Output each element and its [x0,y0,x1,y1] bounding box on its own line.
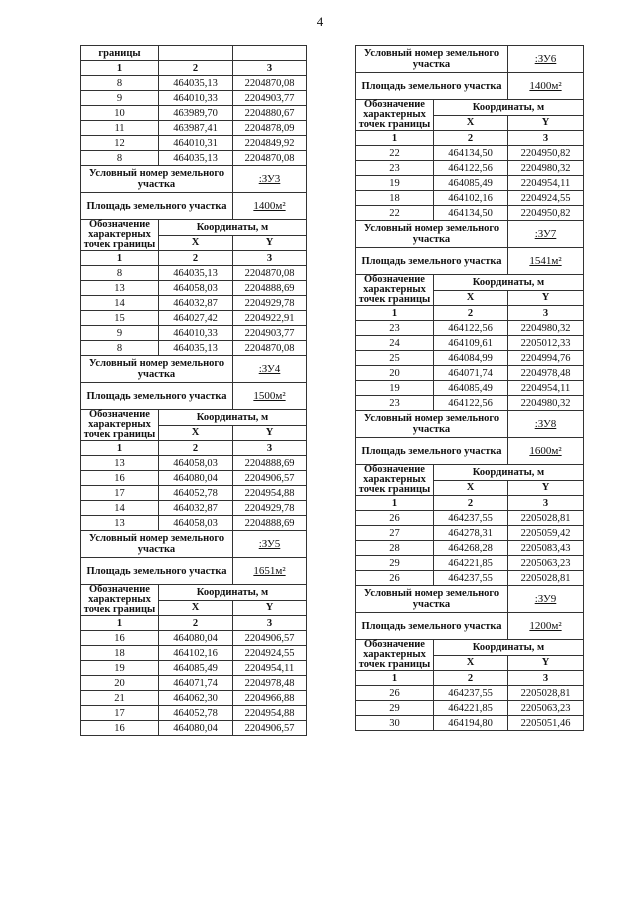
x-coordinate: 464194,80 [434,716,508,731]
y-coordinate: 2204878,09 [233,121,307,136]
coordinate-row [81,676,307,691]
coordinates-header: Координаты, м [434,100,584,116]
column-number-1: 1 [81,441,159,456]
point-number: 14 [81,296,159,311]
coordinate-row [356,526,584,541]
column-number-3: 3 [233,61,307,76]
parcel-area-value: 1541м² [508,248,584,275]
column-number-row [81,441,307,456]
coordinate-row [356,686,584,701]
point-number: 29 [356,556,434,571]
x-coordinate: 464027,42 [159,311,233,326]
column-number-1: 1 [356,671,434,686]
column-number-3: 3 [233,616,307,631]
x-coordinate: 464122,56 [434,161,508,176]
x-coordinate: 464237,55 [434,571,508,586]
x-coordinate: 464102,16 [159,646,233,661]
y-coordinate: 2205028,81 [508,511,584,526]
parcel-number-label: Условный номер земельного участка [81,531,233,558]
x-coordinate: 464052,78 [159,486,233,501]
x-coordinate: 464134,50 [434,146,508,161]
point-designation-header: Обозначение характерных точек границы [356,465,434,496]
x-coordinate: 464080,04 [159,721,233,736]
y-coordinate: 2204880,67 [233,106,307,121]
y-coordinate: 2204994,76 [508,351,584,366]
x-coordinate: 464109,61 [434,336,508,351]
coordinates-header-row [356,275,584,291]
column-number-1: 1 [356,131,434,146]
point-number: 19 [356,176,434,191]
column-number-2: 2 [434,131,508,146]
y-coordinate: 2205063,23 [508,556,584,571]
x-coordinate: 464062,30 [159,691,233,706]
x-coordinate: 464080,04 [159,471,233,486]
y-coordinate: 2204954,88 [233,486,307,501]
y-coordinate: 2204870,08 [233,76,307,91]
parcel-area-row [81,558,307,585]
parcel-area-row [356,248,584,275]
point-number: 26 [356,571,434,586]
y-coordinate: 2204924,55 [233,646,307,661]
y-coordinate: 2205012,33 [508,336,584,351]
x-header: X [434,290,508,306]
column-number-3: 3 [508,306,584,321]
coordinate-row [81,91,307,106]
y-coordinate: 2204929,78 [233,296,307,311]
coordinate-row [81,76,307,91]
x-coordinate: 464237,55 [434,686,508,701]
parcel-area-value: 1600м² [508,438,584,465]
point-number: 14 [81,501,159,516]
x-coordinate: 463989,70 [159,106,233,121]
x-coordinate: 464084,99 [434,351,508,366]
coordinate-row [81,646,307,661]
empty-cell [159,46,233,61]
coordinate-row [356,176,584,191]
coordinate-row [81,501,307,516]
y-coordinate: 2204980,32 [508,161,584,176]
coordinate-row [81,326,307,341]
parcel-number-label: Условный номер земельного участка [356,221,508,248]
point-number: 20 [356,366,434,381]
y-coordinate: 2204888,69 [233,456,307,471]
y-header: Y [233,425,307,441]
column-number-row [81,61,307,76]
x-coordinate: 464010,33 [159,326,233,341]
coordinates-header: Координаты, м [434,275,584,291]
x-coordinate: 464278,31 [434,526,508,541]
x-header: X [159,600,233,616]
y-coordinate: 2205051,46 [508,716,584,731]
coordinate-row [81,456,307,471]
x-coordinate: 464221,85 [434,701,508,716]
coordinates-header: Координаты, м [159,585,307,601]
y-header: Y [233,600,307,616]
x-coordinate: 464052,78 [159,706,233,721]
parcel-area-value: 1400м² [508,73,584,100]
y-coordinate: 2204870,08 [233,266,307,281]
coordinates-header: Координаты, м [434,465,584,481]
y-header: Y [508,115,584,131]
y-header: Y [508,655,584,671]
y-coordinate: 2204870,08 [233,341,307,356]
x-coordinate: 464058,03 [159,516,233,531]
y-coordinate: 2204980,32 [508,396,584,411]
column-number-1: 1 [81,251,159,266]
column-number-2: 2 [434,496,508,511]
point-number: 12 [81,136,159,151]
column-number-row [81,251,307,266]
point-number: 30 [356,716,434,731]
coordinates-header-row [356,465,584,481]
x-coordinate: 464032,87 [159,501,233,516]
parcel-number-value: :ЗУ5 [233,531,307,558]
point-number: 8 [81,76,159,91]
parcel-number-row [81,166,307,193]
parcel-area-label: Площадь земельного участка [356,73,508,100]
y-coordinate: 2204954,88 [233,706,307,721]
parcel-number-row [81,356,307,383]
point-number: 16 [81,631,159,646]
point-number: 21 [81,691,159,706]
parcel-area-row [356,438,584,465]
x-coordinate: 464122,56 [434,321,508,336]
column-number-row [356,131,584,146]
x-coordinate: 464035,13 [159,341,233,356]
y-coordinate: 2204903,77 [233,91,307,106]
y-coordinate: 2204978,48 [233,676,307,691]
y-header: Y [508,480,584,496]
point-number: 10 [81,106,159,121]
parcel-number-value: :ЗУ6 [508,46,584,73]
x-coordinate: 464085,49 [434,176,508,191]
y-header: Y [508,290,584,306]
x-header: X [159,425,233,441]
point-number: 23 [356,396,434,411]
coordinate-row [81,631,307,646]
y-coordinate: 2204966,88 [233,691,307,706]
point-number: 13 [81,281,159,296]
y-coordinate: 2204906,57 [233,631,307,646]
coordinate-row [356,396,584,411]
point-number: 19 [81,661,159,676]
x-coordinate: 464080,04 [159,631,233,646]
continuation-header-row [81,46,307,61]
page-number: 4 [316,14,324,29]
coordinate-row [81,661,307,676]
column-number-2: 2 [434,306,508,321]
coordinate-row [81,151,307,166]
column-number-row [356,671,584,686]
x-coordinate: 464032,87 [159,296,233,311]
parcel-number-value: :ЗУ4 [233,356,307,383]
left-coordinates-table-column [80,45,306,736]
coordinate-row [356,351,584,366]
x-coordinate: 464071,74 [434,366,508,381]
coordinate-row [81,136,307,151]
x-header: X [434,115,508,131]
point-number: 16 [81,471,159,486]
point-number: 15 [81,311,159,326]
y-coordinate: 2205028,81 [508,686,584,701]
parcel-area-row [81,383,307,410]
x-coordinate: 464035,13 [159,266,233,281]
x-coordinate: 464071,74 [159,676,233,691]
point-number: 17 [81,706,159,721]
coordinate-row [356,321,584,336]
point-number: 27 [356,526,434,541]
x-coordinate: 464058,03 [159,456,233,471]
point-number: 26 [356,686,434,701]
coordinates-header-row [81,585,307,601]
x-coordinate: 464134,50 [434,206,508,221]
point-designation-header: Обозначение характерных точек границы [81,585,159,616]
point-number: 17 [81,486,159,501]
y-coordinate: 2204978,48 [508,366,584,381]
column-number-row [81,616,307,631]
column-number-3: 3 [233,441,307,456]
parcel-number-value: :ЗУ8 [508,411,584,438]
y-coordinate: 2205059,42 [508,526,584,541]
point-designation-header: Обозначение характерных точек границы [81,410,159,441]
parcel-number-value: :ЗУ3 [233,166,307,193]
y-coordinate: 2204922,91 [233,311,307,326]
x-coordinate: 464268,28 [434,541,508,556]
coordinate-row [356,206,584,221]
y-coordinate: 2205063,23 [508,701,584,716]
coordinate-row [81,691,307,706]
point-designation-header: Обозначение характерных точек границы [356,640,434,671]
parcel-number-label: Условный номер земельного участка [356,411,508,438]
point-number: 13 [81,456,159,471]
coordinates-header: Координаты, м [159,410,307,426]
y-coordinate: 2204888,69 [233,516,307,531]
parcel-number-label: Условный номер земельного участка [356,46,508,73]
point-number: 8 [81,151,159,166]
point-number: 29 [356,701,434,716]
coordinate-row [356,381,584,396]
x-coordinate: 464102,16 [434,191,508,206]
y-coordinate: 2204903,77 [233,326,307,341]
y-coordinate: 2204870,08 [233,151,307,166]
coordinate-row [81,281,307,296]
point-number: 26 [356,511,434,526]
coordinates-header-row [81,410,307,426]
x-header: X [434,655,508,671]
x-coordinate: 464122,56 [434,396,508,411]
coordinate-row [356,146,584,161]
point-number: 8 [81,266,159,281]
point-number: 16 [81,721,159,736]
coordinate-row [81,311,307,326]
point-number: 18 [356,191,434,206]
y-header: Y [233,235,307,251]
point-number: 25 [356,351,434,366]
parcel-area-label: Площадь земельного участка [81,383,233,410]
point-number: 18 [81,646,159,661]
point-number: 20 [81,676,159,691]
parcel-area-label: Площадь земельного участка [81,558,233,585]
column-number-2: 2 [159,61,233,76]
x-coordinate: 464035,13 [159,76,233,91]
x-coordinate: 463987,41 [159,121,233,136]
x-coordinate: 464085,49 [434,381,508,396]
y-coordinate: 2204906,57 [233,471,307,486]
coordinate-row [356,366,584,381]
coordinate-row [356,716,584,731]
parcel-number-value: :ЗУ9 [508,586,584,613]
point-number: 9 [81,326,159,341]
coordinate-row [356,161,584,176]
x-header: X [159,235,233,251]
continuation-label: границы [81,46,159,61]
column-number-2: 2 [159,251,233,266]
parcel-number-row [81,531,307,558]
coordinate-row [356,511,584,526]
parcel-area-value: 1400м² [233,193,307,220]
parcel-area-value: 1500м² [233,383,307,410]
y-coordinate: 2204906,57 [233,721,307,736]
coordinate-row [81,486,307,501]
parcel-number-value: :ЗУ7 [508,221,584,248]
parcel-area-value: 1651м² [233,558,307,585]
point-number: 13 [81,516,159,531]
x-coordinate: 464221,85 [434,556,508,571]
point-designation-header: Обозначение характерных точек границы [81,220,159,251]
column-number-3: 3 [508,131,584,146]
empty-cell [233,46,307,61]
column-number-3: 3 [508,671,584,686]
x-coordinate: 464010,33 [159,91,233,106]
column-number-1: 1 [81,61,159,76]
x-coordinate: 464237,55 [434,511,508,526]
point-number: 11 [81,121,159,136]
coordinate-row [356,541,584,556]
column-number-row [356,306,584,321]
y-coordinate: 2204954,11 [233,661,307,676]
parcel-number-row [356,221,584,248]
parcel-number-label: Условный номер земельного участка [81,356,233,383]
parcel-number-label: Условный номер земельного участка [81,166,233,193]
point-number: 8 [81,341,159,356]
coordinate-row [81,706,307,721]
coordinates-header: Координаты, м [434,640,584,656]
x-coordinate: 464010,31 [159,136,233,151]
coordinate-row [81,296,307,311]
coordinate-row [81,341,307,356]
column-number-1: 1 [81,616,159,631]
x-header: X [434,480,508,496]
y-coordinate: 2204929,78 [233,501,307,516]
point-number: 23 [356,321,434,336]
column-number-1: 1 [356,496,434,511]
y-coordinate: 2205028,81 [508,571,584,586]
column-number-1: 1 [356,306,434,321]
x-coordinate: 464035,13 [159,151,233,166]
column-number-2: 2 [159,616,233,631]
coordinate-row [81,106,307,121]
point-number: 28 [356,541,434,556]
y-coordinate: 2205083,43 [508,541,584,556]
y-coordinate: 2204954,11 [508,176,584,191]
parcel-area-row [356,613,584,640]
y-coordinate: 2204849,92 [233,136,307,151]
x-coordinate: 464085,49 [159,661,233,676]
parcel-number-row [356,411,584,438]
parcel-area-label: Площадь земельного участка [356,248,508,275]
coordinate-row [81,721,307,736]
y-coordinate: 2204980,32 [508,321,584,336]
parcel-area-label: Площадь земельного участка [356,438,508,465]
coordinate-row [81,266,307,281]
y-coordinate: 2204888,69 [233,281,307,296]
y-coordinate: 2204954,11 [508,381,584,396]
x-coordinate: 464058,03 [159,281,233,296]
point-number: 22 [356,206,434,221]
parcel-area-row [81,193,307,220]
parcel-area-label: Площадь земельного участка [356,613,508,640]
right-coordinates-table [355,45,584,731]
column-number-2: 2 [159,441,233,456]
y-coordinate: 2204950,82 [508,206,584,221]
parcel-number-row [356,586,584,613]
column-number-3: 3 [508,496,584,511]
coordinate-row [356,336,584,351]
parcel-area-value: 1200м² [508,613,584,640]
coordinate-row [356,191,584,206]
point-number: 22 [356,146,434,161]
left-coordinates-table [80,45,307,736]
coordinate-row [81,121,307,136]
coordinate-row [81,516,307,531]
column-number-2: 2 [434,671,508,686]
coordinate-row [356,571,584,586]
coordinates-header-row [81,220,307,236]
parcel-number-label: Условный номер земельного участка [356,586,508,613]
y-coordinate: 2204950,82 [508,146,584,161]
column-number-row [356,496,584,511]
point-number: 24 [356,336,434,351]
point-number: 23 [356,161,434,176]
parcel-number-row [356,46,584,73]
y-coordinate: 2204924,55 [508,191,584,206]
coordinate-row [356,556,584,571]
coordinates-header-row [356,640,584,656]
point-designation-header: Обозначение характерных точек границы [356,100,434,131]
point-number: 9 [81,91,159,106]
column-number-3: 3 [233,251,307,266]
point-designation-header: Обозначение характерных точек границы [356,275,434,306]
coordinate-row [356,701,584,716]
coordinate-row [81,471,307,486]
coordinates-header: Координаты, м [159,220,307,236]
right-coordinates-table-column [355,45,583,731]
parcel-area-label: Площадь земельного участка [81,193,233,220]
coordinates-header-row [356,100,584,116]
parcel-area-row [356,73,584,100]
point-number: 19 [356,381,434,396]
